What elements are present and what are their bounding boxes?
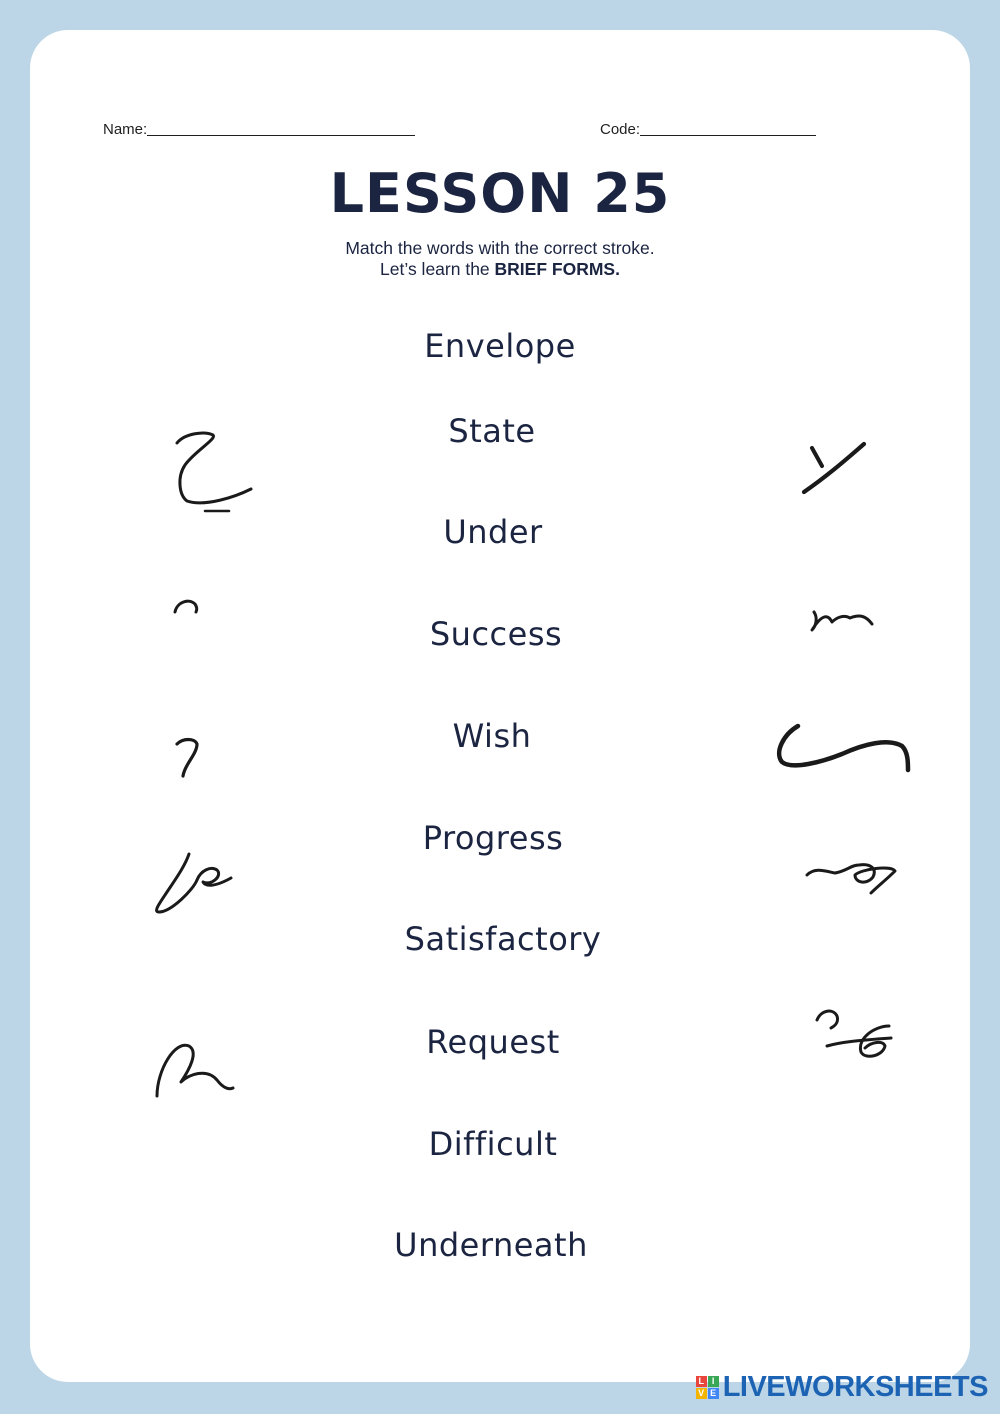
shorthand-stroke-10[interactable] [805, 1000, 905, 1070]
shorthand-stroke-1[interactable] [165, 425, 265, 520]
brand-logo-icon [696, 1376, 719, 1399]
name-blank-line[interactable] [147, 123, 415, 136]
shorthand-stroke-9[interactable] [795, 845, 905, 905]
instruction-line-2-prefix: Let’s learn the [380, 259, 495, 279]
word-state[interactable]: State [448, 412, 536, 450]
code-field [600, 121, 816, 138]
word-success[interactable]: Success [429, 615, 563, 653]
word-satisfactory[interactable]: Satisfactory [404, 920, 602, 958]
word-under[interactable]: Under [443, 513, 543, 551]
shorthand-stroke-5[interactable] [145, 1030, 245, 1110]
word-envelope[interactable]: Envelope [424, 327, 576, 365]
logo-tile-l: L [696, 1376, 707, 1387]
logo-tile-i: I [708, 1376, 719, 1387]
name-field [103, 121, 415, 138]
shorthand-stroke-3[interactable] [165, 730, 215, 790]
logo-tile-e: E [708, 1388, 719, 1399]
instructions [0, 238, 1000, 280]
word-request[interactable]: Request [426, 1023, 560, 1061]
word-progress[interactable]: Progress [422, 819, 564, 857]
name-label: Name: [103, 121, 148, 138]
shorthand-stroke-8[interactable] [770, 712, 920, 787]
word-difficult[interactable]: Difficult [428, 1125, 558, 1163]
shorthand-stroke-6[interactable] [790, 430, 880, 505]
brand-watermark [696, 1371, 988, 1404]
code-blank-line[interactable] [640, 123, 816, 136]
instruction-line-2 [0, 259, 1000, 280]
code-label: Code: [600, 121, 641, 138]
shorthand-stroke-2[interactable] [165, 588, 215, 628]
shorthand-stroke-4[interactable] [145, 840, 245, 925]
instruction-line-2-bold: BRIEF FORMS. [494, 259, 620, 279]
word-wish[interactable]: Wish [452, 717, 532, 755]
page-title: LESSON 25 [329, 162, 671, 225]
word-underneath[interactable]: Underneath [394, 1226, 588, 1264]
brand-text: LIVEWORKSHEETS [722, 1371, 988, 1403]
instruction-line-1: Match the words with the correct stroke. [345, 238, 655, 258]
shorthand-stroke-7[interactable] [800, 600, 890, 645]
worksheet-page [30, 30, 970, 1382]
logo-tile-v: V [696, 1388, 707, 1399]
